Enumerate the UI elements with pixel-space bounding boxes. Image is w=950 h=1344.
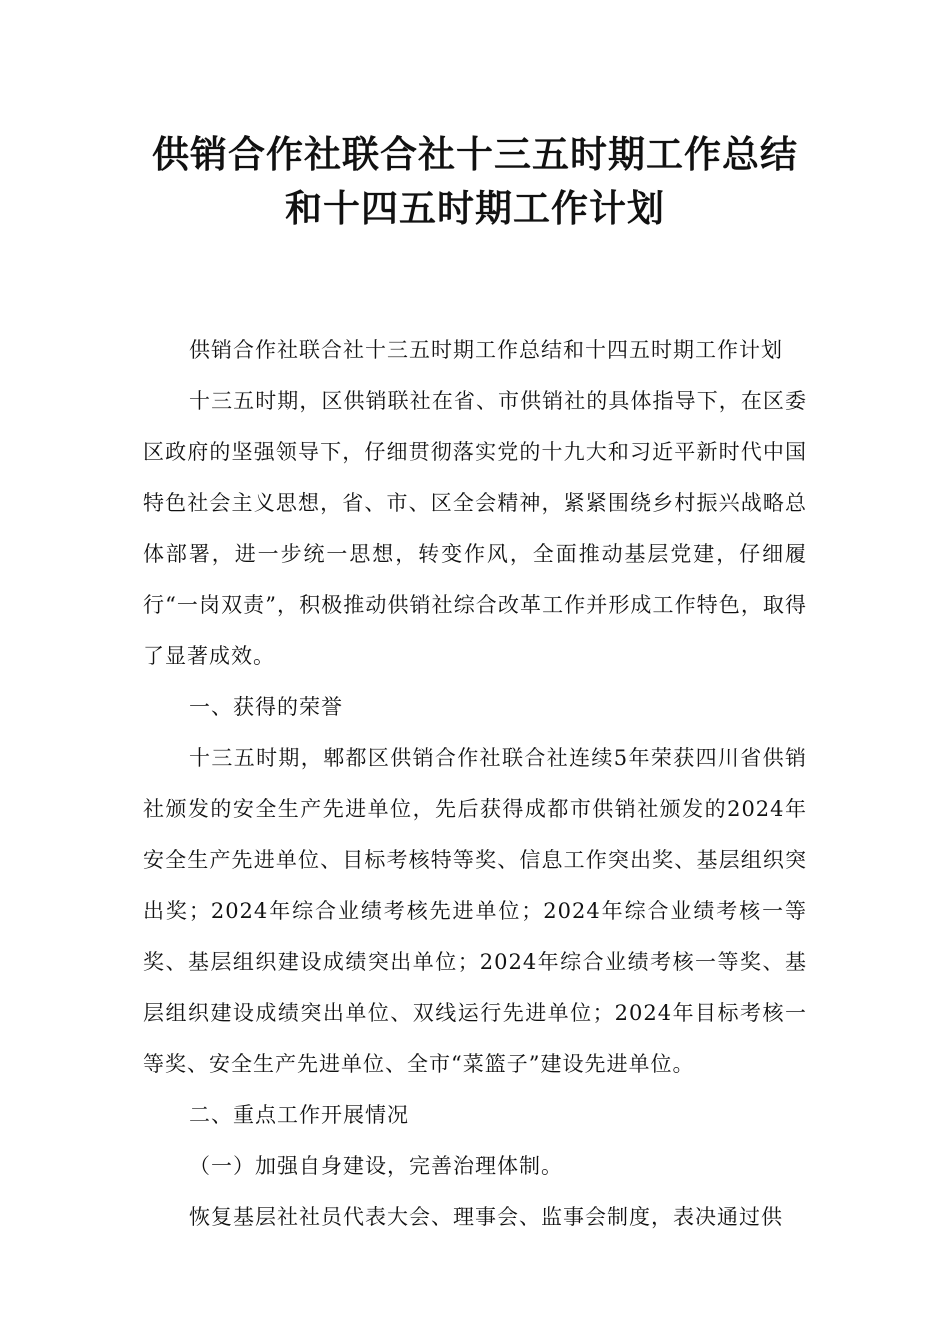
document-title <box>60 128 890 236</box>
intro-paragraph: 十三五时期，区供销联社在省、市供销社的具体指导下，在区委区政府的坚强领导下，仔细贯彻落实党的十九大和习近平新时代中国特色社会主义思想，省、市、区全会精神，紧紧围绕乡村振兴战略总体部署，进一步统一思想，转变作风，全面推动基层党建，仔细履行“一岗双责”，积极推动供销社综合改革工作并形成工作特色，取得了显著成效。 <box>143 389 807 668</box>
section-heading-key-work: 二、重点工作开展情况 <box>189 1103 409 1127</box>
section-heading-honors: 一、获得的荣誉 <box>189 695 343 719</box>
subtitle-paragraph: 供销合作社联合社十三五时期工作总结和十四五时期工作计划 <box>189 338 783 362</box>
body-paragraph: 恢复基层社社员代表大会、理事会、监事会制度，表决通过供 <box>189 1205 783 1229</box>
document-title-line-2: 和十四五时期工作计划 <box>285 187 665 230</box>
document-title-line-1: 供销合作社联合社十三五时期工作总结 <box>152 133 798 176</box>
subsection-heading-self-construction: （一）加强自身建设，完善治理体制。 <box>189 1154 563 1178</box>
honors-paragraph: 十三五时期，郫都区供销合作社联合社连续5年荣获四川省供销社颁发的安全生产先进单位，先后获得成都市供销社颁发的2024年安全生产先进单位、目标考核特等奖、信息工作突出奖、基层组织突出奖；2024年综合业绩考核先进单位；2024年综合业绩考核一等奖、基层组织建设成绩突出单位；2024年综合业绩考核一等奖、基层组织建设成绩突出单位、双线运行先进单位；2024年目标考核一等奖、安全生产先进单位、全市“菜篮子”建设先进单位。 <box>143 746 807 1076</box>
document-body <box>143 325 807 1243</box>
